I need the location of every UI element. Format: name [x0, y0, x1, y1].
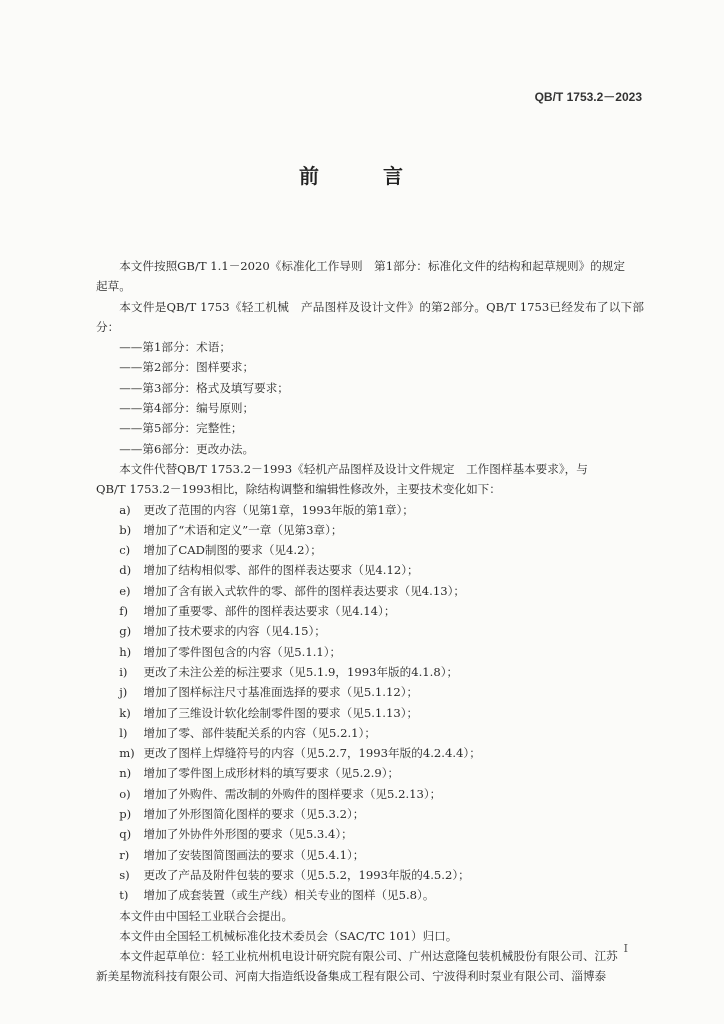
paragraph-replacement-cont: QB/T 1753.2－1993相比，除结构调整和编辑性修改外，主要技术变化如下： — [96, 482, 501, 497]
list-text: 增加了安装图简图画法的要求（见5.4.1）； — [143, 847, 365, 862]
list-item — [96, 581, 644, 601]
list-text: 增加了CAD制图的要求（见4.2）； — [143, 543, 322, 558]
list-item — [96, 682, 644, 702]
list-label: p) — [119, 807, 132, 822]
list-text: 更改了产品及附件包装的要求（见5.5.2，1993年版的4.5.2）； — [143, 867, 470, 882]
list-text: 增加了外协件外形图的要求（见5.3.4）； — [143, 827, 353, 842]
list-text: 增加了零件图上成形材料的填写要求（见5.2.9）； — [143, 766, 400, 781]
list-text: 增加了图样标注尺寸基准面选择的要求（见5.1.12）； — [143, 685, 419, 700]
list-text: 增加了零件图包含的内容（见5.1.1）； — [143, 644, 342, 659]
list-label: i) — [119, 664, 128, 679]
parts-list — [96, 337, 644, 459]
list-item — [96, 804, 644, 824]
list-item — [96, 540, 644, 560]
list-label: n) — [119, 766, 132, 781]
list-item — [96, 723, 644, 743]
document-code: QB/T 1753.2－2023 — [534, 90, 642, 104]
list-item: ——第6部分：更改办法。 — [119, 441, 255, 456]
list-text: 更改了未注公差的标注要求（见5.1.9，1993年版的4.1.8）； — [143, 664, 459, 679]
paragraph-drafters: 本文件起草单位：轻工业杭州机电设计研究院有限公司、广州达意隆包装机械股份有限公司、江苏 — [119, 949, 618, 964]
paragraph-drafters-cont: 新美星物流科技有限公司、河南大指造纸设备集成工程有限公司、宁波得利时泵业有限公司、淄博泰 — [96, 969, 607, 984]
list-item: ——第1部分：术语； — [119, 340, 231, 355]
list-item — [96, 621, 644, 641]
list-label: r) — [119, 847, 130, 862]
list-item — [96, 500, 644, 520]
paragraph-replacement: 本文件代替QB/T 1753.2－1993《轻机产品图样及设计文件规定 工作图样基本要求》，与 — [119, 461, 588, 476]
list-item — [96, 743, 644, 763]
list-item — [96, 784, 644, 804]
list-label: j) — [119, 685, 128, 700]
list-label: e) — [119, 583, 131, 598]
list-text: 更改了范围的内容（见第1章，1993年版的第1章）； — [143, 502, 414, 517]
list-item — [96, 824, 644, 844]
list-label: s) — [119, 867, 130, 882]
list-item — [96, 845, 644, 865]
list-label: b) — [119, 522, 132, 537]
list-label: o) — [119, 786, 131, 801]
list-text: 增加了结构相似零、部件的图样表达要求（见4.12）； — [143, 563, 419, 578]
list-label: t) — [119, 888, 129, 903]
list-text: 增加了零、部件装配关系的内容（见5.2.1）； — [143, 725, 376, 740]
list-text: 增加了重要零、部件的图样表达要求（见4.14）； — [143, 604, 396, 619]
list-text: 增加了技术要求的内容（见4.15）； — [143, 624, 326, 639]
list-text: 增加了外形图简化图样的要求（见5.3.2）； — [143, 807, 365, 822]
list-label: a) — [119, 502, 131, 517]
changes-list — [96, 500, 644, 906]
paragraph-committee: 本文件由全国轻工机械标准化技术委员会（SAC/TC 101）归口。 — [119, 928, 458, 943]
list-item — [96, 703, 644, 723]
list-text: 增加了外购件、需改制的外购件的图样要求（见5.2.13）； — [143, 786, 442, 801]
list-text: 增加了成套装置（或生产线）相关专业的图样（见5.8）。 — [143, 888, 435, 903]
page-number: I — [623, 942, 628, 955]
list-text: 增加了三维设计软化绘制零件图的要求（见5.1.13）； — [143, 705, 419, 720]
list-text: 增加了含有嵌入式软件的零、部件的图样表达要求（见4.13）； — [143, 583, 466, 598]
list-item — [96, 601, 644, 621]
list-item — [96, 763, 644, 783]
list-label: q) — [119, 827, 132, 842]
list-item — [96, 885, 644, 905]
document-body — [96, 256, 644, 987]
list-item: ——第3部分：格式及填写要求； — [119, 380, 289, 395]
list-label: m) — [119, 746, 135, 761]
list-label: h) — [119, 644, 132, 659]
list-item — [96, 662, 644, 682]
list-label: g) — [119, 624, 132, 639]
page-title: 前 言 — [299, 164, 425, 188]
paragraph-drafting-basis-cont: 起草。 — [96, 279, 131, 294]
list-item: ——第2部分：图样要求； — [119, 360, 255, 375]
list-label: c) — [119, 543, 131, 558]
list-item: ——第5部分：完整性； — [119, 421, 243, 436]
paragraph-proposer: 本文件由中国轻工业联合会提出。 — [119, 908, 294, 923]
list-item — [96, 560, 644, 580]
list-label: l) — [119, 725, 128, 740]
list-text: 更改了图样上焊缝符号的内容（见5.2.7，1993年版的4.2.4.4）； — [143, 746, 481, 761]
list-item — [96, 865, 644, 885]
list-item — [96, 520, 644, 540]
list-text: 增加了“术语和定义”一章（见第3章）； — [143, 522, 343, 537]
list-label: d) — [119, 563, 132, 578]
paragraph-drafting-basis: 本文件按照GB/T 1.1－2020《标准化工作导则 第1部分：标准化文件的结构和起草规则》的规定 — [119, 259, 625, 273]
list-label: k) — [119, 705, 131, 720]
list-item: ——第4部分：编号原则； — [119, 401, 255, 416]
paragraph-series-intro: 本文件是QB/T 1753《轻工机械 产品图样及设计文件》的第2部分。QB/T 1753已经发布了以下部分： — [96, 299, 644, 334]
list-item — [96, 642, 644, 662]
list-label: f) — [119, 604, 129, 619]
